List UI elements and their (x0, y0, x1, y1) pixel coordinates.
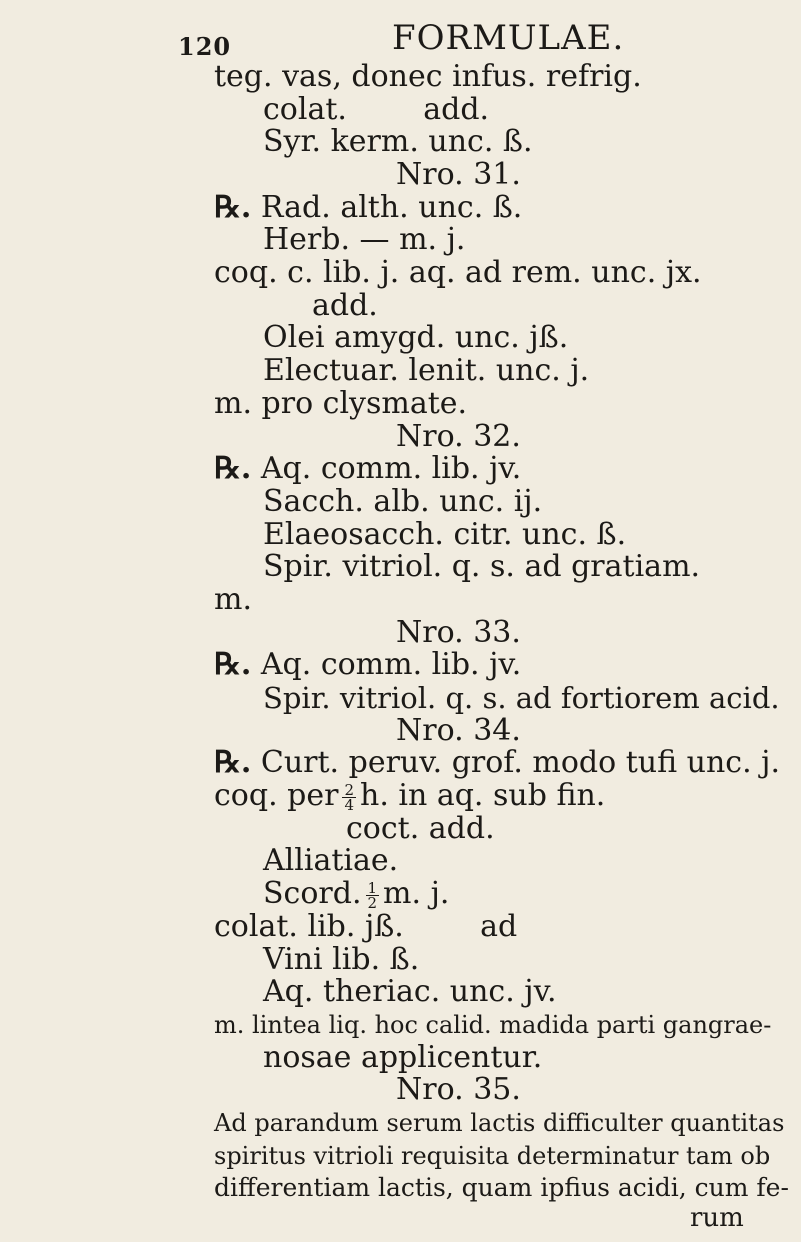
recipe-symbol: ℞. (214, 745, 252, 781)
text-line: Alliatiae. (263, 843, 399, 879)
text-line (263, 877, 449, 911)
text-line: nosae applicentur. (263, 1039, 543, 1075)
text-line: colat. add. (263, 91, 490, 127)
line-text: Scord. (263, 876, 362, 912)
line-text: Rad. alth. unc. ß. (251, 189, 523, 225)
recipe-number: Nro. 34. (396, 712, 521, 748)
text-line: m. (214, 581, 252, 617)
text-line: Olei amygd. unc. jß. (263, 320, 569, 356)
fraction-numerator: 1 (367, 878, 378, 897)
text-line: Ad parandum serum lactis difficulter quantitas (214, 1108, 785, 1137)
recipe-symbol: ℞. (214, 189, 252, 225)
line-text: m. j. (383, 876, 450, 912)
text-line: Syr. kerm. unc. ß. (263, 124, 533, 160)
text-line: colat. lib. jß. ad (214, 908, 518, 944)
recipe-symbol: ℞. (214, 647, 252, 683)
text-line (214, 779, 605, 813)
text-line: teg. vas, donec infus. refrig. (214, 59, 642, 94)
text-line: Elaeosacch. citr. unc. ß. (263, 516, 627, 552)
text-line: Vini lib. ß. (263, 941, 420, 977)
line-text: h. in aq. sub fin. (360, 778, 606, 814)
text-line: coq. c. lib. j. aq. ad rem. unc. jx. (214, 255, 702, 291)
running-head: FORMULAE. (392, 18, 625, 58)
text-line: differentiam lactis, quam ipfius acidi, cum fe- (214, 1173, 789, 1203)
fraction (366, 878, 380, 912)
text-line: spiritus vitrioli requisita determinatur tam ob (214, 1141, 771, 1170)
text-line (214, 452, 521, 486)
fraction (342, 780, 356, 814)
text-line: Spir. vitriol. q. s. ad gratiam. (263, 549, 701, 585)
text-line: m. pro clysmate. (214, 385, 468, 421)
text-line (214, 191, 522, 225)
text-line: Electuar. lenit. unc. j. (263, 353, 590, 389)
line-text: Aq. comm. lib. jv. (251, 451, 522, 487)
recipe-number: Nro. 32. (396, 418, 521, 454)
text-line: coct. add. (346, 810, 495, 846)
text-line (214, 746, 780, 780)
fraction-numerator: 2 (344, 780, 354, 799)
page-number: 120 (178, 32, 232, 61)
text-line (214, 648, 521, 682)
text-line: add. (312, 287, 378, 323)
page-header (0, 14, 801, 61)
fraction-denominator: 4 (344, 795, 354, 814)
recipe-symbol: ℞. (214, 451, 252, 487)
line-text: Curt. peruv. grof. modo tufi unc. j. (251, 745, 781, 781)
recipe-number: Nro. 31. (396, 157, 521, 193)
text-line: m. lintea liq. hoc calid. madida parti gangrae- (214, 1010, 772, 1039)
text-line: Sacch. alb. unc. ij. (263, 483, 543, 519)
text-line: Herb. — m. j. (263, 222, 466, 258)
text-line: Aq. theriac. unc. jv. (263, 974, 557, 1010)
catchword: rum (690, 1203, 744, 1234)
recipe-number: Nro. 33. (396, 614, 521, 650)
recipe-number: Nro. 35. (396, 1072, 521, 1108)
text-line: Spir. vitriol. q. s. ad fortiorem acid. (263, 681, 780, 716)
line-text: Aq. comm. lib. jv. (251, 647, 522, 683)
fraction-denominator: 2 (367, 893, 378, 912)
line-text: coq. per (214, 778, 339, 814)
